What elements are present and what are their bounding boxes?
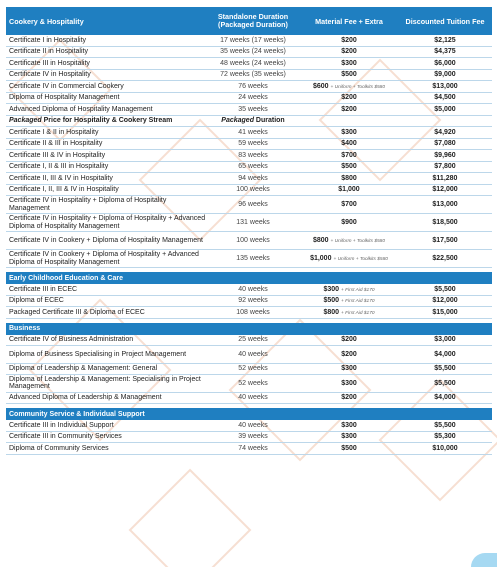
course-name: Certificate III & IV in Hospitality <box>9 151 106 159</box>
material-fee <box>300 445 398 452</box>
table-header <box>6 7 492 35</box>
duration: 94 weeks <box>238 174 268 182</box>
material-fee <box>300 351 398 358</box>
course-name: Certificate IV in Cookery + Diploma of Hospitality + Advanced Diploma of Hospitality Management <box>9 251 199 266</box>
material-fee <box>300 140 398 147</box>
fee-amount: $400 <box>341 140 357 148</box>
course-name: Advanced Diploma of Leadership & Management <box>9 394 162 402</box>
material-fee <box>300 365 398 372</box>
table-row <box>6 420 492 432</box>
table-row <box>6 127 492 139</box>
table-row <box>6 296 492 308</box>
fee-note: + Uniform + Toolkits $580 <box>330 84 385 90</box>
table-row <box>6 214 492 232</box>
material-fee <box>300 71 398 78</box>
material-fee <box>300 163 398 170</box>
fee-note: + Uniform + Toolkits $580 <box>333 257 388 262</box>
duration: 52 weeks <box>238 365 268 373</box>
table-row <box>6 150 492 162</box>
tuition-fee: $5,300 <box>434 433 456 441</box>
duration: 72 weeks (35 weeks) <box>220 71 286 79</box>
fee-amount: $300 <box>341 59 357 67</box>
tuition-fee: $4,000 <box>434 350 456 358</box>
table-row <box>6 139 492 151</box>
material-fee <box>300 336 398 343</box>
packaged-dur-prefix: Packaged <box>221 117 254 125</box>
tuition-fee: $11,280 <box>432 174 458 182</box>
duration: 135 weeks <box>236 255 270 262</box>
table-row <box>6 58 492 70</box>
packaged-dur-rest: Duration <box>253 117 285 125</box>
duration: 92 weeks <box>238 297 268 305</box>
fee-note: + Uniform + Toolkits $580 <box>330 239 385 244</box>
table-row <box>6 93 492 105</box>
material-fee <box>300 186 398 193</box>
course-name: Certificate III in Hospitality <box>9 59 90 67</box>
table-row <box>6 70 492 82</box>
header-material-fee: Material Fee + Extra <box>315 16 383 26</box>
tuition-fee: $4,920 <box>434 128 456 136</box>
material-fee <box>300 48 398 55</box>
fee-table <box>6 7 492 455</box>
course-name: Certificate I, II & III in Hospitality <box>9 163 109 171</box>
fee-amount: $300 <box>323 285 340 293</box>
community-header <box>6 408 492 420</box>
course-name: Packaged Certificate III & Diploma of ECEC <box>9 308 145 316</box>
duration: 25 weeks <box>238 336 268 344</box>
material-fee <box>300 237 398 244</box>
fee-amount: $300 <box>341 421 357 429</box>
cookery-section <box>6 35 492 116</box>
material-fee <box>300 152 398 159</box>
ece-header <box>6 272 492 284</box>
fee-amount: $700 <box>341 201 357 208</box>
packaged-label-rest: Price for Hospitality & Cookery Stream <box>41 117 173 125</box>
packaged-label-prefix: Packaged <box>9 117 42 125</box>
fee-amount: $1,000 <box>338 186 360 194</box>
business-header <box>6 323 492 335</box>
duration: 65 weeks <box>238 163 268 171</box>
header-duration-line1: Standalone Duration <box>217 12 289 21</box>
course-name: Certificate I & II in Hospitality <box>9 128 99 136</box>
table-row <box>6 232 492 250</box>
table-row <box>6 173 492 185</box>
fee-note: + First Aid $170 <box>340 299 375 305</box>
fee-amount: $200 <box>341 94 357 102</box>
business-section <box>6 335 492 405</box>
course-name: Certificate I, II, III & IV in Hospitality <box>9 186 119 194</box>
table-row <box>6 185 492 197</box>
duration: 40 weeks <box>238 285 268 293</box>
table-row <box>6 432 492 444</box>
table-row <box>6 393 492 405</box>
material-fee <box>300 106 398 113</box>
tuition-fee: $4,000 <box>434 394 456 402</box>
fee-amount: $500 <box>341 71 357 79</box>
fee-amount: $700 <box>341 151 357 159</box>
table-row <box>6 335 492 347</box>
duration: 40 weeks <box>238 394 268 402</box>
community-section <box>6 420 492 455</box>
table-row <box>6 364 492 376</box>
fee-amount: $800 <box>312 237 329 244</box>
material-fee <box>300 129 398 136</box>
fee-note: + First Aid $170 <box>340 310 375 316</box>
packaged-section <box>6 127 492 268</box>
tuition-fee: $9,960 <box>434 151 456 159</box>
material-fee <box>300 175 398 182</box>
tuition-fee: $4,375 <box>434 48 456 56</box>
material-fee <box>300 394 398 401</box>
table-row <box>6 375 492 393</box>
duration: 96 weeks <box>238 201 268 208</box>
fee-amount: $500 <box>341 444 357 452</box>
course-name: Certificate IV in Hospitality <box>9 71 91 79</box>
fee-amount: $800 <box>341 174 357 182</box>
tuition-fee: $7,800 <box>434 163 456 171</box>
material-fee <box>300 309 398 316</box>
fee-amount: $500 <box>323 297 340 305</box>
course-name: Diploma of Business Specialising in Project Management <box>9 350 187 358</box>
course-name: Certificate III in ECEC <box>9 285 78 293</box>
table-row <box>6 250 492 268</box>
course-name: Certificate II in Hospitality <box>9 48 88 56</box>
table-row <box>6 35 492 47</box>
material-fee <box>300 94 398 101</box>
tuition-fee: $15,000 <box>432 308 458 316</box>
course-name: Diploma of ECEC <box>9 297 64 305</box>
duration: 39 weeks <box>238 433 268 441</box>
table-row <box>6 196 492 214</box>
fee-amount: $200 <box>341 105 357 113</box>
tuition-fee: $18,500 <box>432 219 458 226</box>
tuition-fee: $3,000 <box>434 336 456 344</box>
duration: 59 weeks <box>238 140 268 148</box>
duration: 76 weeks <box>238 82 268 90</box>
tuition-fee: $9,000 <box>434 71 456 79</box>
duration: 40 weeks <box>238 421 268 429</box>
duration: 74 weeks <box>238 444 268 452</box>
ece-title: Early Childhood Education & Care <box>9 274 123 282</box>
course-name: Certificate II & III in Hospitality <box>9 140 103 148</box>
table-row <box>6 104 492 116</box>
tuition-fee: $12,000 <box>432 186 458 194</box>
tuition-fee: $5,500 <box>434 379 456 387</box>
tuition-fee: $10,000 <box>432 444 458 452</box>
material-fee <box>300 37 398 44</box>
material-fee <box>300 255 398 262</box>
tuition-fee: $13,000 <box>432 201 458 208</box>
fee-amount: $200 <box>341 394 357 402</box>
course-name: Certificate IV in Cookery + Diploma of Hospitality Management <box>9 236 203 244</box>
tuition-fee: $22,500 <box>432 255 458 262</box>
tuition-fee: $2,125 <box>434 36 456 44</box>
course-name: Certificate III in Individual Support <box>9 421 114 429</box>
duration: 35 weeks (24 weeks) <box>220 48 286 56</box>
header-tuition: Discounted Tuition Fee <box>405 16 485 26</box>
duration: 17 weeks (17 weeks) <box>220 36 286 44</box>
course-name: Certificate IV in Commercial Cookery <box>9 82 124 90</box>
course-name: Certificate IV of Business Administration <box>9 336 134 344</box>
ece-section <box>6 284 492 319</box>
fee-amount: $300 <box>341 433 357 441</box>
material-fee <box>300 201 398 208</box>
duration: 100 weeks <box>236 237 270 244</box>
duration: 40 weeks <box>238 350 268 358</box>
course-name: Diploma of Leadership & Management: Specialising in Project Management <box>9 375 201 391</box>
course-name: Diploma of Community Services <box>9 444 109 452</box>
table-row <box>6 81 492 93</box>
fee-amount: $500 <box>341 163 357 171</box>
tuition-fee: $5,500 <box>434 421 456 429</box>
duration: 24 weeks <box>238 94 268 102</box>
duration: 108 weeks <box>236 308 270 316</box>
material-fee <box>300 60 398 67</box>
fee-note: + First Aid $170 <box>340 287 375 293</box>
header-course: Cookery & Hospitality <box>9 16 84 26</box>
duration: 41 weeks <box>238 128 268 136</box>
business-title: Business <box>9 325 41 332</box>
table-row <box>6 307 492 319</box>
fee-amount: $600 <box>312 82 329 90</box>
course-name: Certificate I in Hospitality <box>9 36 87 44</box>
tuition-fee: $5,000 <box>434 105 456 113</box>
material-fee <box>300 297 398 304</box>
tuition-fee: $4,500 <box>434 94 456 102</box>
fee-amount: $900 <box>341 219 357 226</box>
packaged-subheader <box>6 116 492 128</box>
tuition-fee: $5,500 <box>434 365 456 373</box>
fee-amount: $300 <box>341 365 357 373</box>
course-name: Certificate IV in Hospitality + Diploma of Hospitality + Advanced Diploma of Hospitality Management <box>9 215 206 230</box>
course-name: Certificate II, III & IV in Hospitality <box>9 174 113 182</box>
fee-amount: $1,000 <box>310 255 332 262</box>
duration: 131 weeks <box>236 219 270 226</box>
fee-amount: $200 <box>341 336 357 344</box>
material-fee <box>300 380 398 387</box>
course-name: Certificate III in Community Services <box>9 433 122 441</box>
table-row <box>6 284 492 296</box>
material-fee <box>300 422 398 429</box>
tuition-fee: $7,080 <box>434 140 456 148</box>
course-name: Diploma of Hospitality Management <box>9 94 120 102</box>
duration: 48 weeks (24 weeks) <box>220 59 286 67</box>
table-row <box>6 346 492 364</box>
duration: 35 weeks <box>238 105 268 113</box>
table-row <box>6 162 492 174</box>
material-fee <box>300 433 398 440</box>
fee-amount: $800 <box>323 308 340 316</box>
duration: 100 weeks <box>236 186 270 194</box>
duration: 83 weeks <box>238 151 268 159</box>
table-row <box>6 443 492 455</box>
tuition-fee: $12,000 <box>432 297 458 305</box>
material-fee <box>300 219 398 226</box>
header-duration <box>206 13 300 29</box>
tuition-fee: $17,500 <box>432 237 458 244</box>
header-duration-line2: (Packaged Duration) <box>218 20 288 29</box>
community-title: Community Service & Individual Support <box>9 410 145 418</box>
course-name: Advanced Diploma of Hospitality Management <box>9 105 153 113</box>
table-row <box>6 47 492 59</box>
course-name: Diploma of Leadership & Management: General <box>9 365 158 373</box>
material-fee <box>300 286 398 293</box>
tuition-fee: $5,500 <box>434 285 456 293</box>
course-name: Certificate IV in Hospitality + Diploma of Hospitality Management <box>9 197 167 212</box>
fee-amount: $200 <box>341 48 357 56</box>
fee-amount: $300 <box>341 128 357 136</box>
fee-amount: $200 <box>341 36 357 44</box>
tuition-fee: $6,000 <box>434 59 456 67</box>
fee-amount: $300 <box>341 379 357 387</box>
duration: 52 weeks <box>238 379 268 387</box>
tuition-fee: $13,000 <box>432 82 458 90</box>
fee-amount: $200 <box>341 350 357 358</box>
material-fee <box>300 83 398 90</box>
